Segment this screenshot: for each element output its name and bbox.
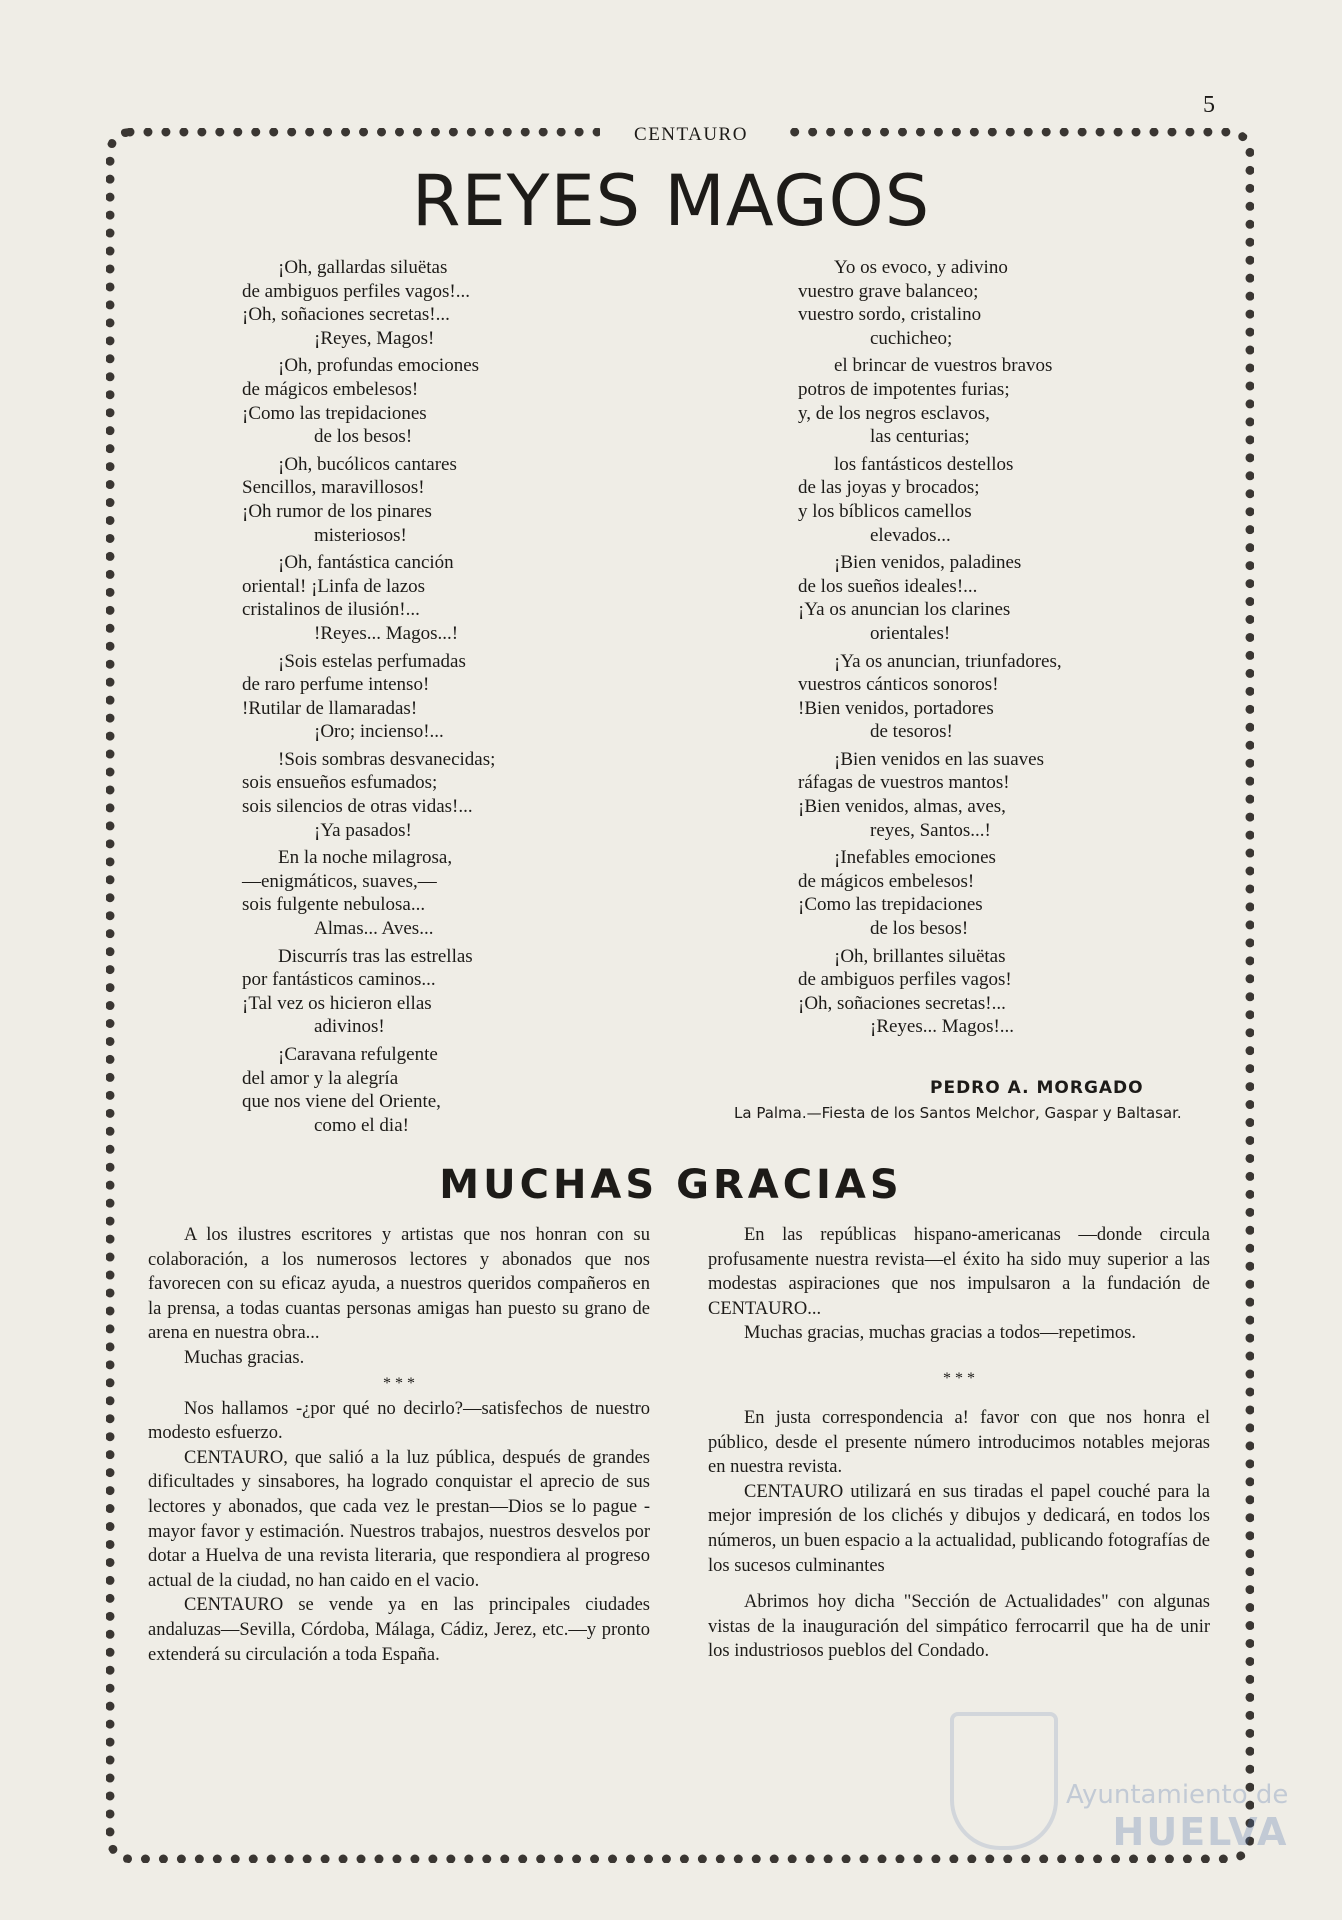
poem-stanza [798, 650, 1158, 744]
poem-line: ¡Oh rumor de los pinares [242, 500, 432, 522]
poem-stanza [242, 453, 602, 547]
poem-line: elevados... [870, 524, 951, 546]
poem-line: vuestro sordo, cristalino [798, 304, 982, 326]
gracias-right-column [708, 1223, 1210, 1664]
poem-line: ¡Bien venidos, paladines [834, 552, 1022, 574]
poem-line: ¡Sois estelas perfumadas [278, 650, 466, 672]
poem-line: de los sueños ideales!... [798, 575, 978, 597]
poem-line: de los besos! [870, 918, 969, 940]
poem-stanza [798, 354, 1158, 448]
poem-line: adivinos! [314, 1016, 385, 1038]
watermark-shield-icon [950, 1712, 1058, 1850]
paragraph: A los ilustres escritores y artistas que nos honran con su colaboración, a los numerosos lectores y abonados que nos favorecen con su eficaz ayuda, a nuestros queridos compañeros en la prensa, a todas cuantas personas amigas han puesto su grano de arena en nuestra obra... [148, 1225, 650, 1344]
poem-stanza [798, 453, 1158, 547]
poem-line: ¡Ya os anuncian, triunfadores, [834, 650, 1062, 672]
poem-left-column [242, 256, 602, 1141]
poem-line: potros de impotentes furias; [798, 378, 1010, 400]
poem-line: por fantásticos caminos... [242, 969, 436, 991]
poem-line: vuestro grave balanceo; [798, 280, 979, 302]
paragraph: Muchas gracias. [184, 1347, 305, 1368]
section-divider-stars: * * * [943, 1369, 975, 1387]
poem-stanza [242, 1043, 602, 1137]
section-divider-stars: * * * [383, 1374, 415, 1392]
paragraph: CENTAURO utilizará en sus tiradas el papel couché para la mejor impresión de los clichés y dibujos y dedicará, en todos los números, un buen espacio a la actualidad, publicando fotografías de los sucesos culminantes [708, 1481, 1210, 1576]
poem-line: ¡Inefables emociones [834, 847, 996, 869]
poem-stanza [242, 846, 602, 940]
poem-line: ¡Oh, profundas emociones [278, 355, 480, 377]
poem-line: ¡Bien venidos, almas, aves, [798, 796, 1006, 818]
poem-line: de raro perfume intenso! [242, 674, 430, 696]
section-title: MUCHAS GRACIAS [439, 1162, 903, 1208]
poem-line: —enigmáticos, suaves,— [242, 870, 437, 892]
poem-line: Sencillos, maravillosos! [242, 477, 425, 499]
poem-line: ¡Oh, bucólicos cantares [278, 453, 457, 475]
poem-stanza [242, 256, 602, 350]
poem-line: orientales! [870, 622, 951, 644]
poem-line: del amor y la alegría [242, 1067, 399, 1089]
poem-line: !Reyes... Magos...! [314, 622, 459, 644]
paragraph: En las repúblicas hispano-americanas —donde circula profusamente nuestra revista—el éxito ha sido muy superior a las modestas aspiraciones que nos impulsaron a la fundación de CENTAURO... [708, 1225, 1210, 1319]
poem-line: ¡Bien venidos en las suaves [834, 748, 1045, 770]
poem-line: cristalinos de ilusión!... [242, 599, 420, 621]
paragraph: Muchas gracias, muchas gracias a todos—repetimos. [744, 1323, 1136, 1344]
poem-stanza [798, 551, 1158, 645]
watermark-line2: HUELVA [1112, 1810, 1289, 1854]
poem-line: de los besos! [314, 426, 413, 448]
poem-line: de tesoros! [870, 721, 953, 743]
poem-line: ¡Oh, soñaciones secretas!... [798, 992, 1006, 1014]
poem-line: el brincar de vuestros bravos [834, 355, 1053, 377]
poem-stanza [242, 551, 602, 645]
poem-line: las centurias; [870, 426, 970, 448]
poem-line: ¡Como las trepidaciones [242, 402, 427, 424]
paragraph: Nos hallamos -¿por qué no decirlo?—satisfechos de nuestro modesto esfuerzo. [148, 1398, 650, 1444]
poem-line: !Bien venidos, portadores [798, 697, 994, 719]
poem-line: vuestros cánticos sonoros! [798, 674, 999, 696]
poem-line: ráfagas de vuestros mantos! [798, 772, 1010, 794]
poem-line: sois silencios de otras vidas!... [242, 796, 473, 818]
gracias-left-column [148, 1223, 650, 1667]
watermark-line1: Ayuntamiento de [1066, 1780, 1289, 1810]
poem-line: los fantásticos destellos [834, 453, 1014, 475]
poem-title: REYES MAGOS [411, 160, 931, 242]
poem-line: ¡Ya os anuncian los clarines [798, 599, 1011, 621]
poem-author: PEDRO A. MORGADO [930, 1078, 1144, 1098]
poem-line: ¡Oh, brillantes siluëtas [834, 945, 1006, 967]
poem-line: Discurrís tras las estrellas [278, 945, 473, 967]
poem-line: de ambiguos perfiles vagos!... [242, 280, 470, 302]
poem-stanza [242, 748, 602, 842]
poem-line: ¡Reyes, Magos! [314, 327, 435, 349]
paragraph: Abrimos hoy dicha "Sección de Actualidades" con algunas vistas de la inauguración del simpático ferrocarril que ha de unir los industriosos pueblos del Condado. [708, 1592, 1210, 1662]
poem-line: ¡Reyes... Magos!... [870, 1016, 1015, 1038]
page-number: 5 [1203, 92, 1215, 118]
poem-stanza [242, 354, 602, 448]
poem-line: ¡Ya pasados! [314, 819, 412, 841]
poem-line: Yo os evoco, y adivino [834, 257, 1008, 278]
poem-line: !Sois sombras desvanecidas; [278, 748, 496, 770]
poem-line: de mágicos embelesos! [798, 870, 975, 892]
poem-line: ¡Oh, gallardas siluëtas [278, 257, 448, 278]
poem-stanza [242, 650, 602, 744]
poem-stanza [798, 748, 1158, 842]
poem-line: y, de los negros esclavos, [798, 402, 990, 424]
poem-line: de las joyas y brocados; [798, 477, 980, 499]
poem-line: ¡Tal vez os hicieron ellas [242, 992, 432, 1014]
poem-signoff: La Palma.—Fiesta de los Santos Melchor, Gaspar y Baltasar. [734, 1104, 1182, 1122]
poem-stanza [242, 945, 602, 1039]
poem-line: ¡Oh, fantástica canción [278, 552, 454, 574]
poem-right-column [798, 256, 1158, 1043]
paragraph: CENTAURO se vende ya en las principales ciudades andaluzas—Sevilla, Córdoba, Málaga, Cádiz, Jerez, etc.—y pronto extenderá su circulación a toda España. [148, 1595, 650, 1665]
poem-line: reyes, Santos...! [870, 819, 991, 841]
poem-line: sois ensueños esfumados; [242, 772, 438, 794]
poem-line: misteriosos! [314, 524, 407, 546]
poem-line: de ambiguos perfiles vagos! [798, 969, 1012, 991]
watermark [1066, 1780, 1288, 1854]
poem-line: !Rutilar de llamaradas! [242, 697, 418, 719]
poem-stanza [798, 945, 1158, 1039]
paragraph: CENTAURO, que salió a la luz pública, después de grandes dificultades y sinsabores, ha logrado conquistar el aprecio de sus lectores y abonados, que cada vez le prestan—Dios se lo pague - mayor favor y estimación. Nuestros trabajos, nuestros desvelos por dotar a Huelva de una revista literaria, que respondiera al progreso actual de la ciudad, no han caido en el vacio. [148, 1447, 650, 1591]
poem-line: y los bíblicos camellos [798, 500, 972, 522]
magazine-header: CENTAURO [600, 118, 782, 152]
poem-line: En la noche milagrosa, [278, 847, 453, 869]
poem-line: oriental! ¡Linfa de lazos [242, 575, 426, 597]
poem-line: sois fulgente nebulosa... [242, 894, 426, 916]
poem-stanza [798, 846, 1158, 940]
poem-line: cuchicheo; [870, 327, 953, 349]
poem-line: ¡Caravana refulgente [278, 1044, 438, 1065]
poem-line: ¡Oh, soñaciones secretas!... [242, 304, 450, 326]
paragraph: En justa correspondencia a! favor con que nos honra el público, desde el presente número introducimos notables mejoras en nuestra revista. [708, 1407, 1210, 1478]
poem-line: Almas... Aves... [314, 918, 434, 940]
poem-line: que nos viene del Oriente, [242, 1091, 441, 1113]
poem-line: de mágicos embelesos! [242, 378, 419, 400]
poem-stanza [798, 256, 1158, 350]
poem-line: ¡Oro; incienso!... [314, 721, 444, 743]
poem-line: como el dia! [314, 1114, 409, 1136]
poem-line: ¡Como las trepidaciones [798, 894, 983, 916]
